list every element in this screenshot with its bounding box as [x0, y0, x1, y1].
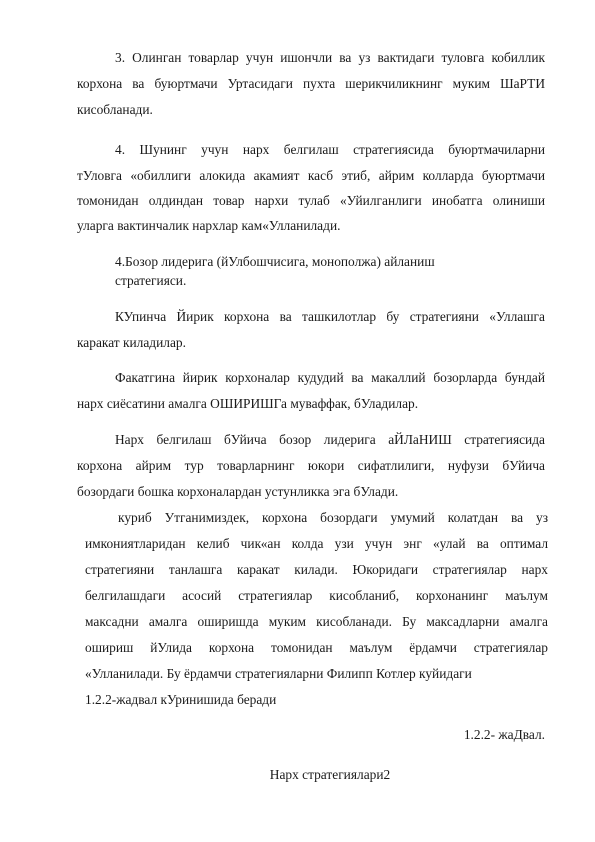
paragraph-7-line-2: корхона айрим тур товарларнинг юкори сифатлилиги, нуфузи бУйича [77, 458, 545, 473]
paragraph-3-line-2: корхона ва буюртмачи Уртасидаги пухта шерикчиликнинг муким ШаРТИ [77, 76, 545, 91]
paragraph-7-line-3: бозордаги бошка корхоналардан устунликка эга бУлади. [77, 484, 399, 499]
paragraph-6-line-2: нарх сиёсатини амалга ОШИРИШГа муваффак, бУладилар. [77, 396, 419, 411]
paragraph-8-line-6: ошириш йУлида корхона томонидан маълум ёрдамчи стратегиялар [85, 640, 548, 655]
paragraph-5-line-2: каракат киладилар. [77, 335, 186, 350]
table-title: Нарх стратегиялари2 [269, 767, 391, 782]
paragraph-8-line-7: «Улланилади. Бу ёрдамчи стратегияларни Филипп Котлер куйидаги [85, 666, 472, 681]
paragraph-3-line-1: 3. Олинган товарлар учун ишончли ва уз вактидаги туловга кобиллик [115, 50, 545, 65]
paragraph-8-line-5: максадни амалга оширишда муким кисобланади. Бу максадларни амалга [85, 614, 548, 629]
paragraph-8-line-4: белгилашдаги асосий стратегиялар кисобланиб, корхонанинг маълум [85, 588, 548, 603]
paragraph-8-line-8: 1.2.2-жадвал кУринишида беради [85, 692, 277, 707]
section-heading-line-2: стратегияси. [115, 273, 187, 288]
paragraph-8-line-2: имкониятларидан келиб чик«ан колда узи учун энг «улай ва оптимал [85, 536, 548, 551]
paragraph-4-line-1: 4. Шунинг учун нарх белгилаш стратегиясида буюртмачиларни [115, 142, 545, 157]
paragraph-7-line-1: Нарх белгилаш бУйича бозор лидерига аЙЛаНИШ стратегиясида [115, 432, 545, 447]
paragraph-5-line-1: КУпинча Йирик корхона ва ташкилотлар бу стратегияни «Уллашга [115, 309, 545, 324]
paragraph-8-line-3: стратегияни танлашга каракат килади. Юкоридаги стратегиялар нарх [85, 562, 548, 577]
table-number: 1.2.2- жаДвал. [463, 727, 545, 742]
paragraph-8-line-1: куриб Утганимиздек, корхона бозордаги умумий колатдан ва уз [118, 510, 548, 525]
paragraph-4-line-4: уларга вактинчалик нархлар кам«Улланилади. [77, 218, 341, 233]
paragraph-4-line-2: тУловга «обиллиги алокида акамият касб этиб, айрим колларда буюртмачи [77, 168, 545, 183]
paragraph-6-line-1: Факатгина йирик корхоналар кудудий ва макаллий бозорларда бундай [115, 370, 545, 385]
section-heading-line-1: 4.Бозор лидерига (йУлбошчисига, монополжа) айланиш [115, 254, 435, 269]
paragraph-4-line-3: томонидан олдиндан товар нархи тулаб «Уйилганлиги инобатга олиниши [77, 193, 545, 208]
paragraph-3-line-3: кисобланади. [77, 102, 153, 117]
